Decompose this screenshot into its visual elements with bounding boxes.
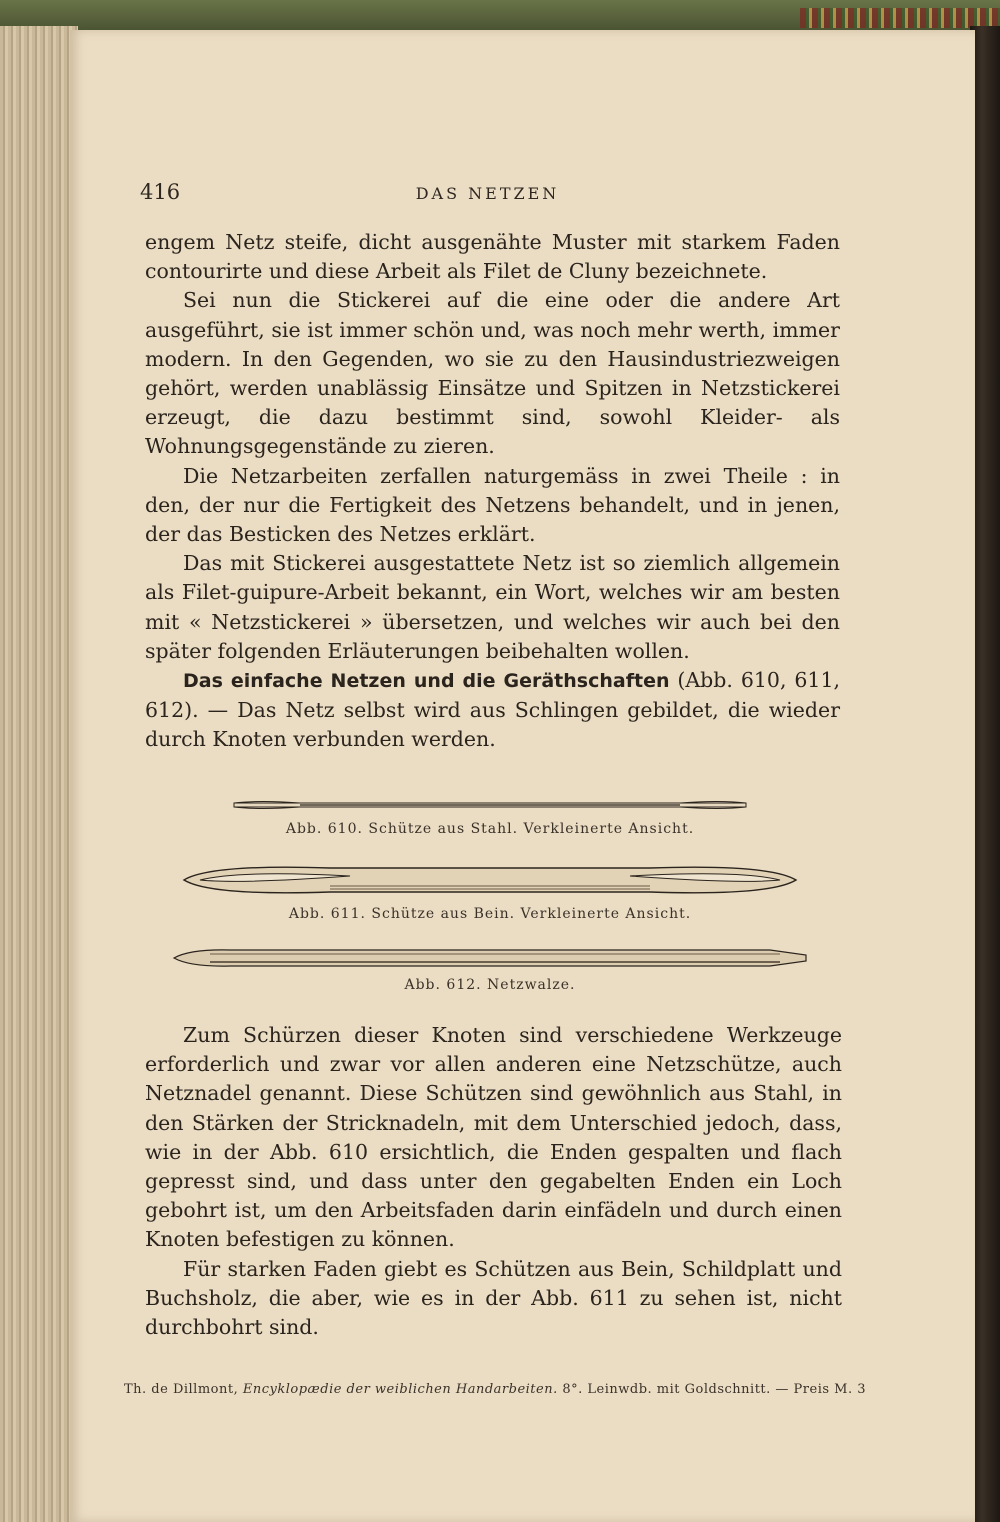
section-text: (Abb. 610, 611, 612). — Das Netz selbst wird aus Schlingen gebildet, die wieder durch Knoten verbunden werden. [145,668,840,752]
body-text-top [145,228,840,755]
section-heading: Das einfache Netzen und die Geräthschaften [183,670,670,693]
section-paragraph [145,666,840,755]
figure-610 [140,795,840,837]
paragraph: Sei nun die Stickerei auf die eine oder die andere Art ausgeführt, sie ist immer schön und, was noch mehr werth, immer modern. In den Gegenden, wo sie zu den Hausindustriezweigen gehört, werden unablässig Einsätze und Spitzen in Netzstickerei erzeugt, die dazu bestimmt sind, sowohl Kleider- als Wohnungsgegenstände zu zieren. [145,288,840,459]
publisher-advertisement-footer [90,1382,900,1397]
paragraph: engem Netz steife, dicht ausgenähte Muster mit starkem Faden contourirte und diese Arbeit als Filet de Cluny bezeichnete. [145,230,840,284]
paragraph: Die Netzarbeiten zerfallen naturgemäss in zwei Theile : in den, der nur die Fertigkeit des Netzens behandelt, und in jenen, der das Besticken des Netzes erklärt. [145,463,840,547]
figure-611 [140,860,840,922]
figure-caption: Abb. 612. Netzwalze. [404,977,576,993]
footer-author: Th. de Dillmont, [123,1382,239,1397]
paragraph: Das mit Stickerei ausgestattete Netz ist so ziemlich allgemein als Filet-guipure-Arbeit bekannt, ein Wort, welches wir am besten mit « Netzstickerei » übersetzen, und welches wir auch bei den später folgenden Erläuterungen beibehalten wollen. [145,551,840,663]
paragraph: Zum Schürzen dieser Knoten sind verschiedene Werkzeuge erforderlich und zwar vor allen anderen eine Netzschütze, auch Netznadel genannt. Diese Schützen sind gewöhnlich aus Stahl, in den Stärken der Stricknadeln, mit dem Unterschied jedoch, dass, wie in der Abb. 610 ersichtlich, die Enden gespalten und flach gepresst sind, und dass unter den gegabelten Enden ein Loch gebohrt ist, um den Arbeitsfaden darin einfädeln und durch einen Knoten befestigen zu können. [145,1023,842,1252]
bone-shuttle-illustration [180,860,800,900]
page-number: 416 [140,180,181,204]
footer-title: Encyklopædie der weiblichen Handarbeiten. [242,1382,558,1397]
running-head [140,180,835,210]
footer-details: 8°. Leinwdb. mit Goldschnitt. — Preis M. 3 [562,1382,866,1397]
body-text-bottom [145,1021,842,1342]
steel-shuttle-illustration [230,795,750,815]
net-roller-illustration [170,945,810,971]
figure-caption: Abb. 610. Schütze aus Stahl. Verkleinerte Ansicht. [285,821,695,837]
book-binding [0,0,1000,30]
running-title: DAS NETZEN [415,184,560,203]
figure-612 [140,945,840,993]
paragraph: Für starken Faden giebt es Schützen aus Bein, Schildplatt und Buchsholz, die aber, wie es in der Abb. 611 zu sehen ist, nicht durchbohrt sind. [145,1256,842,1340]
page-stack-edge [0,26,78,1522]
figure-caption: Abb. 611. Schütze aus Bein. Verkleinerte Ansicht. [288,906,692,922]
